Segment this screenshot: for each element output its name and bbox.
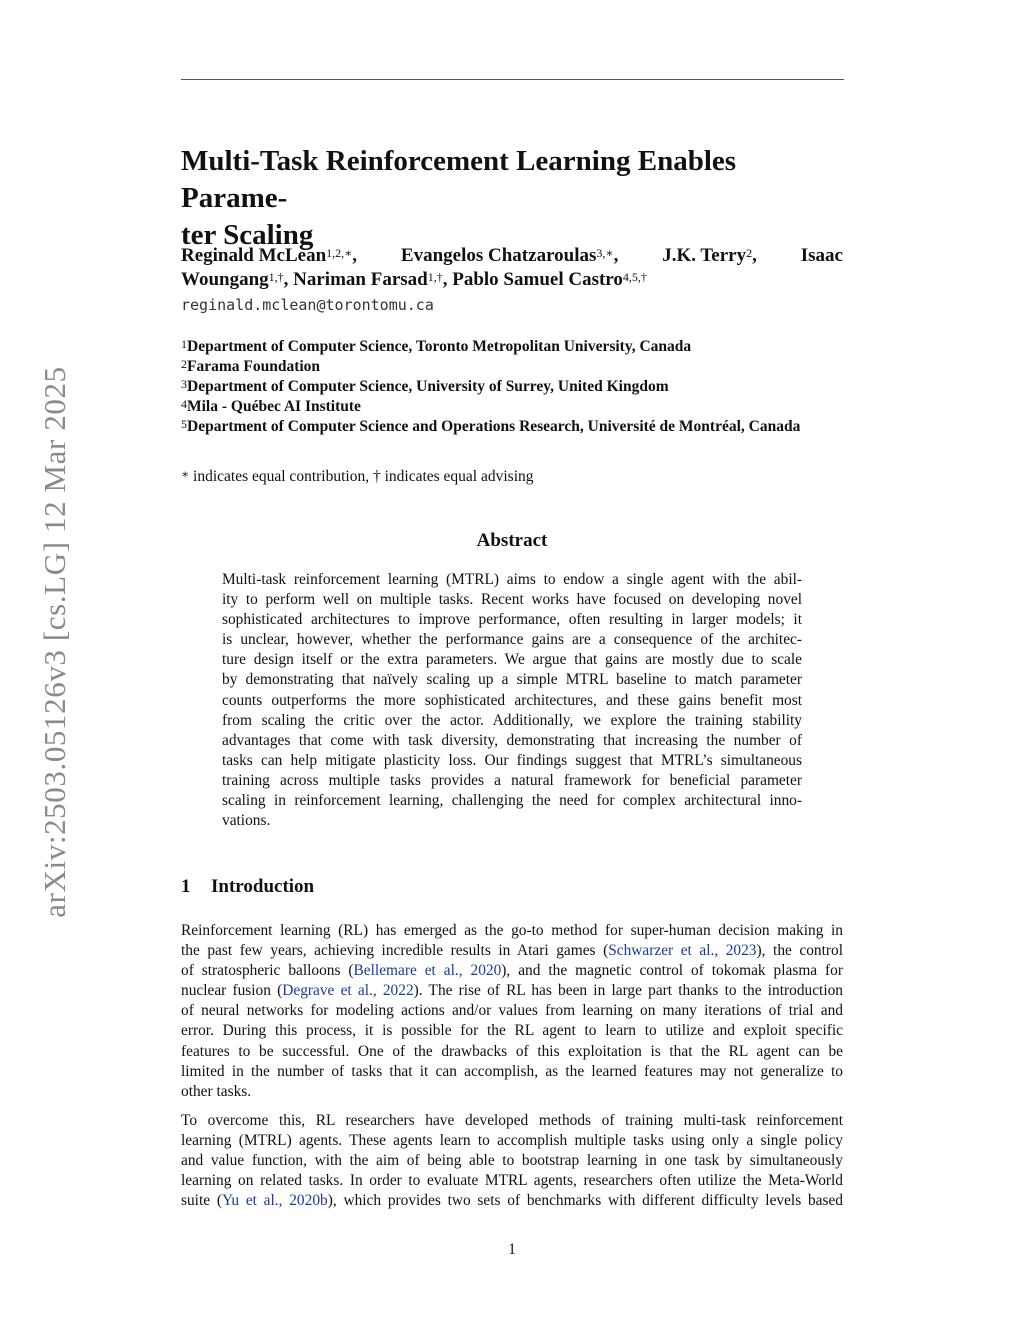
- text-line: error. During this process, it is possible for the RL agent to learn to utilize and exploit specific: [181, 1022, 843, 1040]
- abstract-line: advantages that come with task diversity, demonstrating that increasing the number of: [222, 731, 802, 749]
- abstract-heading: Abstract: [476, 530, 548, 551]
- text-line: and value function, with the aim of being able to bootstrap learning in one task by simultaneously: [181, 1152, 843, 1170]
- abstract-line: ity to perform well on multiple tasks. Recent works have focused on developing novel: [222, 591, 802, 609]
- text-line: features to be successful. One of the drawbacks of this exploitation is that the RL agent can be: [181, 1042, 843, 1060]
- citation-link[interactable]: Yu et al., 2020b: [221, 1192, 328, 1210]
- text-line: of neural networks for modeling actions and/or values from learning on many iterations of trial and: [181, 1002, 843, 1020]
- text-line: other tasks.: [181, 1082, 252, 1100]
- author: J.K. Terry$^2$,: [662, 245, 757, 266]
- author-list: [181, 244, 843, 292]
- section-number: 1: [181, 876, 191, 897]
- abstract-line: vations.: [222, 812, 271, 830]
- author: Woungang$^{1,\dagger}$,: [181, 269, 289, 290]
- text-line: the past few years, achieving incredible results in Atari games (Schwarzer et al., 2023), the control: [181, 942, 843, 960]
- abstract-body: [222, 570, 802, 831]
- author: Pablo Samuel Castro$^{4,5,\dagger}$: [452, 269, 647, 290]
- abstract-line: training across multiple tasks provides a natural framework for beneficial parameter: [222, 771, 802, 789]
- text-line: limited in the number of tasks that it can accomplish, as the learned features may not generalize to: [181, 1062, 843, 1080]
- text-line: To overcome this, RL researchers have developed methods of training multi-task reinforcement: [181, 1112, 843, 1129]
- text-line: learning (MTRL) agents. These agents learn to accomplish multiple tasks using only a single policy: [181, 1132, 843, 1150]
- abstract-line: by demonstrating that naïvely scaling up a simple MTRL baseline to match parameter: [222, 671, 802, 689]
- abstract-line: is unclear, however, whether the performance gains are a consequence of the architec-: [222, 631, 802, 649]
- author: Isaac: [800, 245, 843, 266]
- page-number: 1: [508, 1241, 516, 1258]
- affiliation-list: [181, 337, 843, 437]
- abstract-line: scaling in reinforcement learning, challenging the need for complex architectural inno-: [222, 792, 802, 810]
- citation-link[interactable]: Schwarzer et al., 2023: [608, 942, 757, 960]
- author-line: [181, 268, 843, 292]
- text-line: nuclear fusion (Degrave et al., 2022). The rise of RL has been in large part thanks to the introduction: [181, 982, 843, 1000]
- text-line: learning on related tasks. In order to evaluate MTRL agents, researchers often utilize the Meta-World: [181, 1172, 843, 1190]
- abstract-line: from scaling the critic over the actor. Additionally, we explore the training stability: [222, 711, 802, 729]
- arxiv-identifier[interactable]: arXiv:2503.05126v3 [cs.LG] 12 Mar 2025: [37, 366, 72, 918]
- affiliation: $^4$Mila - Québec AI Institute: [181, 397, 361, 415]
- text-line: Reinforcement learning (RL) has emerged as the go-to method for super-human decision making in: [181, 922, 843, 939]
- intro-paragraph-1: [181, 921, 843, 1102]
- author-line: [181, 244, 843, 268]
- text-line: suite (Yu et al., 2020b), which provides two sets of benchmarks with different difficulty levels based: [181, 1192, 843, 1210]
- affiliation: $^1$Department of Computer Science, Toronto Metropolitan University, Canada: [181, 337, 692, 355]
- author: Reginald McLean$^{1,2,∗}$,: [181, 245, 358, 266]
- author: Nariman Farsad$^{1,\dagger}$,: [293, 269, 448, 290]
- author: Evangelos Chatzaroulas$^{3,∗}$,: [400, 245, 619, 266]
- abstract-line: ture design itself or the extra parameters. We argue that gains are mostly due to scale: [222, 651, 802, 669]
- section-heading-introduction: [181, 876, 843, 898]
- citation-link[interactable]: Bellemare et al., 2020: [353, 962, 502, 980]
- affiliation: $^3$Department of Computer Science, University of Surrey, United Kingdom: [181, 377, 669, 395]
- title-line: ter Scaling: [181, 219, 314, 251]
- paper-title: [181, 143, 843, 254]
- contact-email[interactable]: reginald.mclean@torontomu.ca: [181, 296, 434, 314]
- affiliation: $^2$Farama Foundation: [181, 357, 321, 375]
- header-rule: [181, 79, 844, 80]
- title-line: Multi-Task Reinforcement Learning Enables Parame-: [181, 145, 737, 214]
- text-line: of stratospheric balloons (Bellemare et al., 2020), and the magnetic control of tokomak plasma for: [181, 962, 844, 980]
- section-title: Introduction: [211, 876, 315, 897]
- abstract-line: counts outperforms the more sophisticated architectures, and these gains benefit most: [222, 691, 802, 709]
- abstract-line: tasks can help mitigate plasticity loss. Our findings suggest that MTRL’s simultaneous: [222, 751, 802, 769]
- affiliation: $^5$Department of Computer Science and Operations Research, Université de Montréal, Canada: [181, 417, 801, 435]
- abstract-line: Multi-task reinforcement learning (MTRL) aims to endow a single agent with the abil-: [222, 571, 802, 588]
- abstract-line: sophisticated architectures to improve performance, often resulting in larger models; it: [222, 611, 802, 629]
- citation-link[interactable]: Degrave et al., 2022: [282, 982, 414, 1000]
- contribution-note: ∗ indicates equal contribution, † indicates equal advising: [181, 467, 534, 485]
- intro-paragraph-2: [181, 1111, 843, 1211]
